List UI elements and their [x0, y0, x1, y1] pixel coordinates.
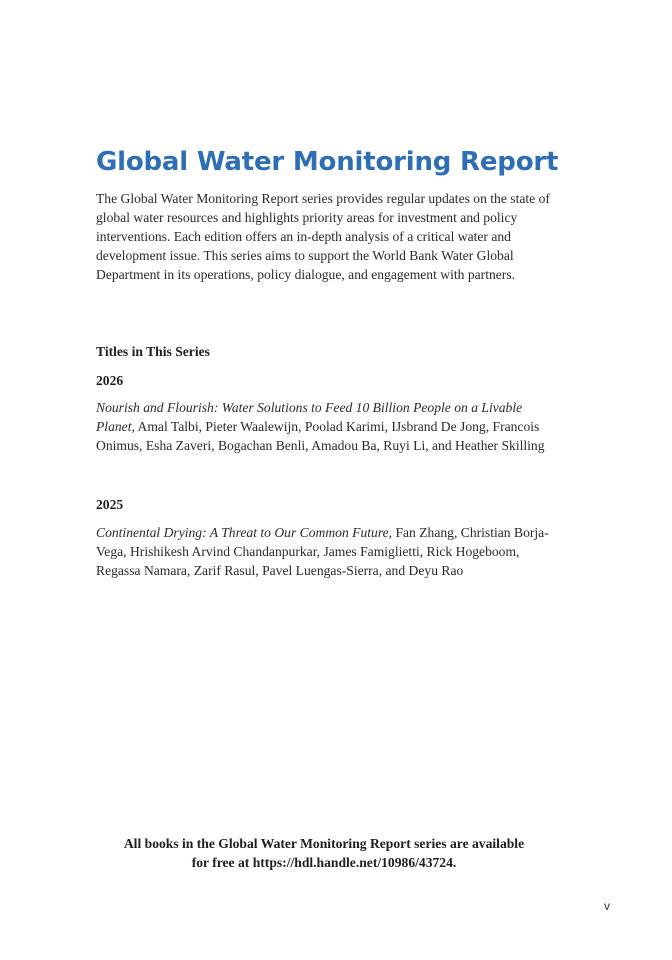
availability-note [96, 834, 552, 872]
book-authors: Amal Talbi, Pieter Waalewijn, Poolad Karimi, IJsbrand De Jong, Francois Onimus, Esha Zaveri, Bogachan Benli, Amadou Ba, Ruyi Li, and Heather Skilling [96, 419, 545, 453]
availability-line-1: All books in the Global Water Monitoring Report series are available [123, 836, 525, 851]
series-description: The Global Water Monitoring Report series provides regular updates on the state of global water resources and highlights priority areas for investment and policy interventions. Each edition offers an in-depth analysis of a critical water and development issue. This series aims to support the World Bank Water Global Department in its operations, policy dialogue, and engagement with partners. [96, 191, 550, 282]
book-title: Nourish and Flourish: Water Solutions to Feed 10 Billion People on a Livable Planet, [96, 400, 523, 434]
book-title: Continental Drying: A Threat to Our Common Future [96, 525, 389, 540]
series-entry-2025 [96, 523, 556, 580]
series-year-2025: 2025 [96, 497, 124, 512]
series-entry-2026 [96, 398, 556, 455]
series-year-2026: 2026 [96, 373, 124, 388]
book-authors: , Fan Zhang, Christian Borja-Vega, Hrishikesh Arvind Chandanpurkar, James Famiglietti, Rick Hogeboom, Regassa Namara, Zarif Rasul, Pavel Luengas-Sierra, and Deyu Rao [96, 525, 549, 578]
page-number: v [604, 899, 610, 913]
page-title: Global Water Monitoring Report [96, 147, 559, 177]
series-titles-heading: Titles in This Series [96, 344, 210, 359]
availability-line-2: for free at https://hdl.handle.net/10986/43724. [191, 855, 457, 870]
